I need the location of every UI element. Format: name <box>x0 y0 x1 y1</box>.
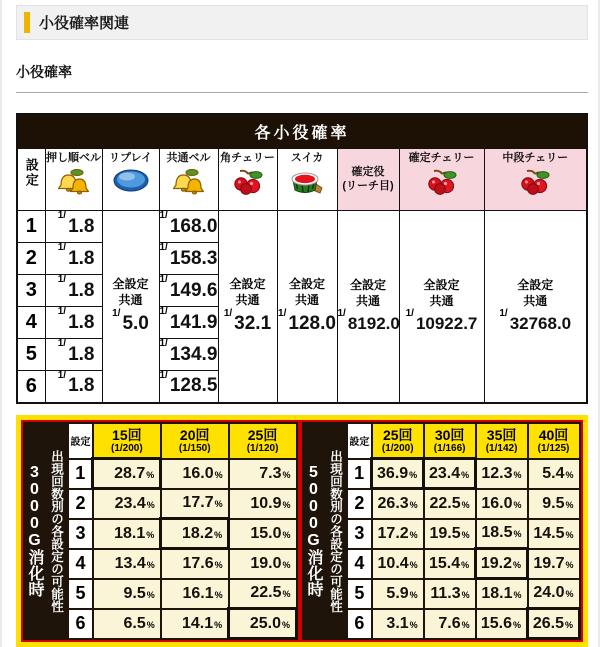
prob-cell-oshijun-bell: $^{1/}$ 1.8 <box>45 275 102 307</box>
percent-cell: 19.2% <box>476 549 528 579</box>
section-title: 小役確率関連 <box>39 15 130 32</box>
column-header-kyotsu-bell: 共通ベル <box>159 149 218 211</box>
game-count-label: 3000G消化時 <box>26 464 43 598</box>
payout-probability-table <box>16 113 588 404</box>
setting-cell: 3 <box>68 519 93 549</box>
header-row <box>68 423 297 459</box>
percent-cell: 7.3% <box>229 459 297 489</box>
replay-icon <box>112 168 150 193</box>
header-row <box>347 423 580 459</box>
column-header-kakutei-cherry: 確定チェリー <box>399 149 484 211</box>
percent-cell: 23.4% <box>424 459 476 489</box>
percent-cell: 22.5% <box>424 489 476 519</box>
prob-cell-kyotsu-bell: $^{1/}$ 149.6 <box>159 275 218 307</box>
percent-cell: 15.6% <box>476 609 528 639</box>
setting-cell: 2 <box>68 489 93 519</box>
setting-cell: 6 <box>17 371 45 403</box>
percent-cell: 18.5% <box>476 519 528 549</box>
table-row <box>347 609 580 639</box>
table-row <box>347 459 580 489</box>
setting-cell: 5 <box>68 579 93 609</box>
percent-cell: 19.0% <box>229 549 297 579</box>
setting-cell: 3 <box>17 275 45 307</box>
section-header <box>16 5 588 40</box>
prob-cell-oshijun-bell: $^{1/}$ 1.8 <box>45 211 102 243</box>
setting-cell: 1 <box>347 459 372 489</box>
side-labels <box>302 422 346 641</box>
prob-cell-oshijun-bell: $^{1/}$ 1.8 <box>45 339 102 371</box>
percent-cell: 6.5% <box>93 609 161 639</box>
cherry-icon <box>426 168 458 195</box>
percent-cell: 26.5% <box>528 609 580 639</box>
percent-cell: 10.9% <box>229 489 297 519</box>
likelihood-table-3000g <box>21 420 300 643</box>
page-subtitle: 小役確率 <box>16 64 72 80</box>
setting-cell: 6 <box>347 609 372 639</box>
percent-cell: 7.6% <box>424 609 476 639</box>
percent-cell: 18.1% <box>93 519 161 549</box>
shared-prob-cell-kakutei-cherry: 全設定 共通 $^{1/}$10922.7 <box>399 211 484 403</box>
bell-icon <box>56 168 92 195</box>
table-title: 各小役確率 <box>17 114 587 149</box>
setting-cell: 4 <box>347 549 372 579</box>
likelihood-table-5000g <box>300 420 583 643</box>
table-row <box>347 519 580 549</box>
column-header-replay: リプレイ <box>102 149 159 211</box>
percent-cell: 3.1% <box>372 609 424 639</box>
setting-cell: 4 <box>17 307 45 339</box>
percent-cell: 14.5% <box>528 519 580 549</box>
column-header-kado-cherry: 角チェリー <box>218 149 277 211</box>
count-header-cell: 30回 (1/166) <box>424 423 476 459</box>
accent-bar <box>24 12 30 33</box>
percent-cell: 9.5% <box>93 579 161 609</box>
prob-cell-kyotsu-bell: $^{1/}$ 168.0 <box>159 211 218 243</box>
percent-cell: 28.7% <box>93 459 161 489</box>
game-count-label: 5000G消化時 <box>305 464 322 598</box>
percent-cell: 26.3% <box>372 489 424 519</box>
shared-prob-cell-chudan-cherry: 全設定 共通 $^{1/}$32768.0 <box>484 211 587 403</box>
setting-likelihood-section <box>16 415 588 647</box>
prob-cell-oshijun-bell: $^{1/}$ 1.8 <box>45 307 102 339</box>
shared-prob-cell-kakutei-yaku: 全設定 共通 $^{1/}$8192.0 <box>337 211 399 403</box>
percent-cell: 16.0% <box>161 459 229 489</box>
percent-cell: 16.0% <box>476 489 528 519</box>
percent-cell: 15.0% <box>229 519 297 549</box>
percent-cell: 16.1% <box>161 579 229 609</box>
percent-cell: 9.5% <box>528 489 580 519</box>
percent-cell: 14.1% <box>161 609 229 639</box>
prob-cell-kyotsu-bell: $^{1/}$ 128.5 <box>159 371 218 403</box>
count-header-cell: 25回 (1/200) <box>372 423 424 459</box>
percent-cell: 5.9% <box>372 579 424 609</box>
percent-cell: 13.4% <box>93 549 161 579</box>
percent-cell: 24.0% <box>528 579 580 609</box>
percent-cell: 15.4% <box>424 549 476 579</box>
table-row <box>68 459 297 489</box>
column-header-chudan-cherry: 中段チェリー <box>484 149 587 211</box>
watermelon-icon <box>289 168 325 196</box>
prob-cell-kyotsu-bell: $^{1/}$ 158.3 <box>159 243 218 275</box>
table-row <box>68 519 297 549</box>
setting-cell: 1 <box>17 211 45 243</box>
percent-cell: 25.0% <box>229 609 297 639</box>
side-labels <box>23 422 67 641</box>
prob-cell-oshijun-bell: $^{1/}$ 1.8 <box>45 371 102 403</box>
percent-cell: 18.1% <box>476 579 528 609</box>
table-row <box>347 549 580 579</box>
setting-header: 設定 <box>347 423 372 459</box>
percent-cell: 12.3% <box>476 459 528 489</box>
count-header-cell: 35回 (1/142) <box>476 423 528 459</box>
count-header-cell: 15回 (1/200) <box>93 423 161 459</box>
percent-cell: 17.7% <box>161 489 229 519</box>
setting-cell: 5 <box>17 339 45 371</box>
percent-cell: 11.3% <box>424 579 476 609</box>
table-row <box>17 211 587 243</box>
percent-cell: 22.5% <box>229 579 297 609</box>
table-row <box>68 549 297 579</box>
cherry-icon <box>519 168 551 195</box>
prob-cell-oshijun-bell: $^{1/}$ 1.8 <box>45 243 102 275</box>
setting-cell: 4 <box>68 549 93 579</box>
percent-cell: 18.2% <box>161 519 229 549</box>
setting-cell: 2 <box>17 243 45 275</box>
table-row <box>68 579 297 609</box>
count-header-cell: 25回 (1/120) <box>229 423 297 459</box>
column-header-kakutei-yaku: 確定役 (リーチ目) <box>337 149 399 211</box>
table-row <box>68 489 297 519</box>
setting-cell: 3 <box>347 519 372 549</box>
count-header-cell: 20回 (1/150) <box>161 423 229 459</box>
table-row <box>347 579 580 609</box>
bell-icon <box>171 168 207 195</box>
percent-cell: 17.6% <box>161 549 229 579</box>
divider <box>16 92 588 93</box>
prob-cell-kyotsu-bell: $^{1/}$ 141.9 <box>159 307 218 339</box>
column-header-suika: スイカ <box>277 149 337 211</box>
percent-cell: 5.4% <box>528 459 580 489</box>
column-header-oshijun-bell: 押し順ベル <box>45 149 102 211</box>
prob-cell-kyotsu-bell: $^{1/}$ 134.9 <box>159 339 218 371</box>
description-label: 出現回数別の各設定の可能性 <box>49 449 64 612</box>
percent-cell: 36.9% <box>372 459 424 489</box>
content <box>16 5 588 647</box>
percent-cell: 10.4% <box>372 549 424 579</box>
percent-cell: 17.2% <box>372 519 424 549</box>
cherry-icon <box>232 168 264 195</box>
description-label: 出現回数別の各設定の可能性 <box>328 449 343 612</box>
table-row <box>68 609 297 639</box>
setting-cell: 5 <box>347 579 372 609</box>
table-row <box>347 489 580 519</box>
setting-header: 設定 <box>68 423 93 459</box>
column-header-setting: 設定 <box>17 149 45 211</box>
count-header-cell: 40回 (1/125) <box>528 423 580 459</box>
shared-prob-cell-replay: 全設定 共通 $^{1/}$ 5.0 <box>102 211 159 403</box>
percent-cell: 23.4% <box>93 489 161 519</box>
percent-cell: 19.7% <box>528 549 580 579</box>
setting-cell: 6 <box>68 609 93 639</box>
percent-cell: 19.5% <box>424 519 476 549</box>
shared-prob-cell-kado-cherry: 全設定 共通 $^{1/}$ 32.1 <box>218 211 277 403</box>
setting-cell: 2 <box>347 489 372 519</box>
shared-prob-cell-suika: 全設定 共通 $^{1/}$ 128.0 <box>277 211 337 403</box>
setting-cell: 1 <box>68 459 93 489</box>
